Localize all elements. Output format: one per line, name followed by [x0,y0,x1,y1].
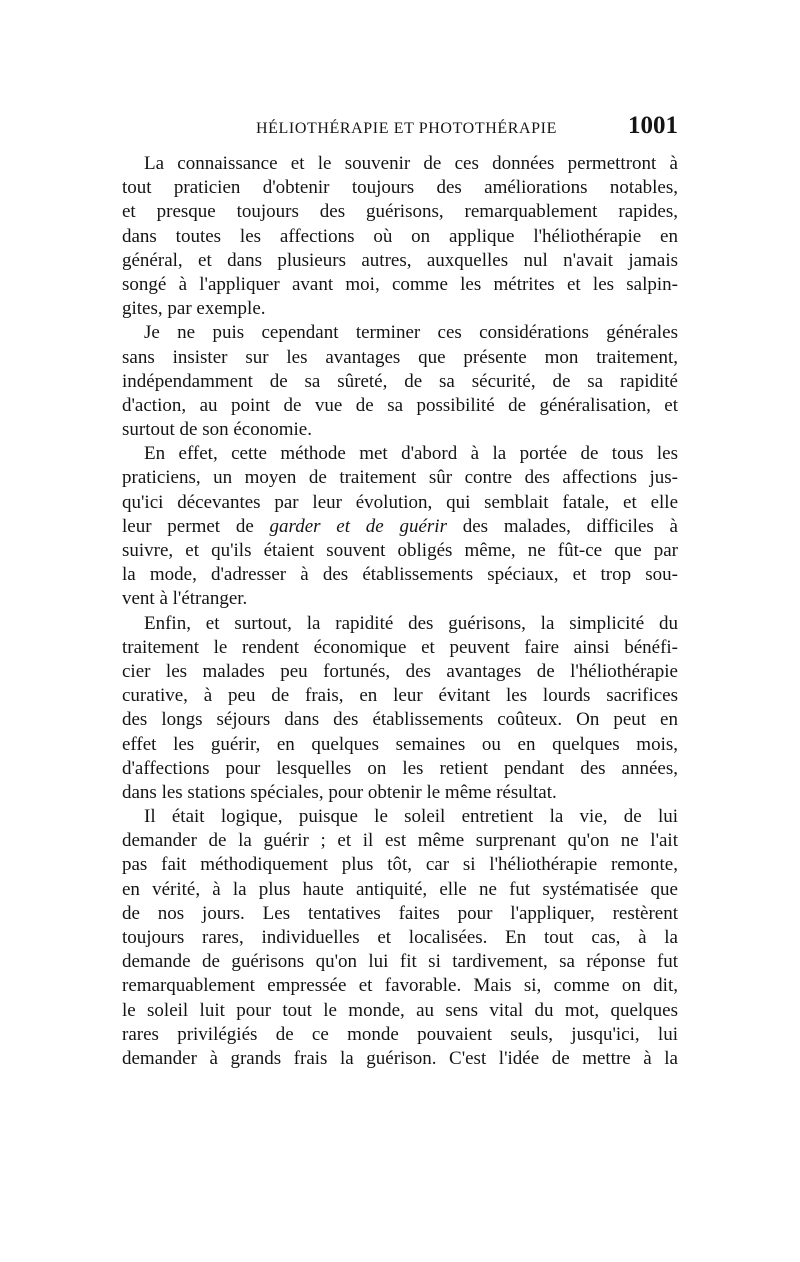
text-line: La connaissance et le souvenir de ces données permettront à [144,153,678,174]
text-line: pas fait méthodiquement plus tôt, car si l'héliothérapie remonte, [122,854,678,876]
text-line: demander à grands frais la guérison. C'est l'idée de mettre à la [122,1047,678,1069]
text-line: praticiens, un moyen de traitement sûr contre des affections jus- [122,467,678,489]
text-line: En effet, cette méthode met d'abord à la portée de tous les [144,443,678,465]
text-line: sans insister sur les avantages que présente mon traitement, [122,346,678,368]
text-line: songé à l'appliquer avant moi, comme les métrites et les salpin- [122,273,678,295]
text-line: tout praticien d'obtenir toujours des améliorations notables, [122,177,678,199]
text-line: qu'ici décevantes par leur évolution, qui semblait fatale, et elle [122,491,678,513]
text-line: en vérité, à la plus haute antiquité, elle ne fut systématisée que [122,878,678,900]
italic-phrase: garder et de guérir [269,515,447,537]
page-number: 1001 [628,112,678,139]
text-line: Je ne puis cependant terminer ces considérations générales [144,322,678,344]
text-line: dans toutes les affections où on applique l'héliothérapie en [122,225,678,247]
text-line: suivre, et qu'ils étaient souvent obligés même, ne fût-ce que par [122,540,678,561]
text-line: surtout de son économie. [122,419,312,441]
text-line: dans les stations spéciales, pour obtenir le même résultat. [122,781,557,803]
text-line: toujours rares, individuelles et localisées. En tout cas, à la [122,927,678,948]
text-line: des longs séjours dans des établissements coûteux. On peut en [122,709,678,731]
text-line: vent à l'étranger. [122,588,248,610]
running-title: HÉLIOTHÉRAPIE ET PHOTOTHÉRAPIE [256,120,557,137]
text-line: gites, par exemple. [122,298,266,320]
text-line: d'action, au point de vue de sa possibilité de généralisation, et [122,394,678,416]
body-text [122,152,678,1071]
text-segment: leur permet de [122,515,270,537]
text-line: indépendamment de sa sûreté, de sa sécurité, de sa rapidité [122,370,678,392]
text-line: général, et dans plusieurs autres, auxquelles nul n'avait jamais [122,249,678,271]
text-line: la mode, d'adresser à des établissements spéciaux, et trop sou- [122,564,678,586]
text-line: demande de guérisons qu'on lui fit si tardivement, sa réponse fut [122,951,678,973]
text-line: de nos jours. Les tentatives faites pour l'appliquer, restèrent [122,902,678,924]
text-segment: des malades, difficiles à [446,515,678,537]
text-line: cier les malades peu fortunés, des avantages de l'héliothérapie [122,660,678,682]
text-line: effet les guérir, en quelques semaines ou en quelques mois, [122,733,678,755]
text-line: rares privilégiés de ce monde pouvaient seuls, jusqu'ici, lui [122,1023,678,1045]
text-line: et presque toujours des guérisons, remarquablement rapides, [122,201,678,223]
text-line: d'affections pour lesquelles on les retient pendant des années, [122,757,678,779]
text-line: demander de la guérir ; et il est même surprenant qu'on ne l'ait [122,830,678,852]
text-line-with-italic [122,515,678,539]
text-line: Il était logique, puisque le soleil entretient la vie, de lui [144,806,678,828]
text-line: curative, à peu de frais, en leur évitant les lourds sacrifices [122,685,678,707]
text-line: traitement le rendent économique et peuvent faire ainsi bénéfi- [122,636,678,658]
text-line: remarquablement empressée et favorable. Mais si, comme on dit, [122,975,678,997]
text-line: Enfin, et surtout, la rapidité des guérisons, la simplicité du [144,612,678,634]
text-line: le soleil luit pour tout le monde, au sens vital du mot, quelques [122,999,678,1021]
running-head [122,112,678,146]
